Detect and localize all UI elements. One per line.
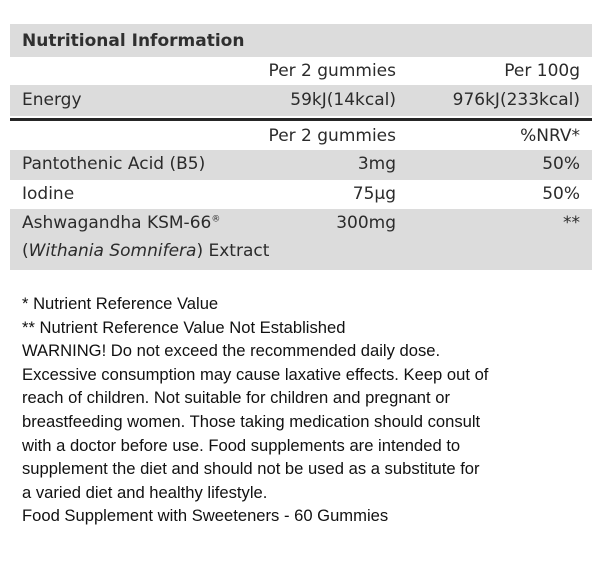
warning-line: breastfeeding women. Those taking medication should consult [22, 411, 481, 431]
nutrient-header-nrv: %NRV* [520, 126, 580, 146]
energy-row [10, 85, 592, 116]
energy-label: Energy [22, 90, 82, 110]
nutrient-name [22, 215, 220, 232]
registered-mark: ® [211, 214, 221, 225]
warning-line: WARNING! Do not exceed the recommended daily dose. [22, 341, 441, 361]
table-row [10, 209, 592, 270]
energy-header-per-100g: Per 100g [504, 61, 580, 81]
nutrient-nrv: 50% [542, 154, 580, 174]
nutrient-amount: 300mg [336, 213, 396, 233]
warning-line: with a doctor before use. Food supplements are intended to [22, 435, 461, 455]
warning-line: a varied diet and healthy lifestyle. [22, 482, 268, 502]
nutrient-header-per-serving: Per 2 gummies [268, 126, 396, 146]
nutrient-name-line2 [22, 243, 269, 260]
warning-line: Excessive consumption may cause laxative effects. Keep out of [22, 364, 489, 384]
nutrient-nrv: ** [563, 213, 580, 233]
nutrient-name-text: Ashwagandha KSM-66 [22, 213, 212, 233]
nutrition-table [10, 24, 592, 270]
warning-line: reach of children. Not suitable for children and pregnant or [22, 388, 451, 408]
nutrient-name: Iodine [22, 184, 75, 204]
nutrient-name-line2-open: ( [22, 241, 29, 261]
nutrient-header-row [10, 122, 592, 150]
energy-per-serving: 59kJ(14kcal) [290, 90, 396, 110]
table-row [10, 180, 592, 209]
product-description: Food Supplement with Sweeteners - 60 Gummies [22, 506, 389, 526]
nutrient-amount: 75µg [352, 184, 396, 204]
footnote-nrv: * Nutrient Reference Value [22, 294, 219, 313]
table-title-row [10, 24, 592, 57]
footnotes [22, 292, 588, 528]
nutrient-name: Pantothenic Acid (B5) [22, 154, 206, 174]
warning-line: supplement the diet and should not be used as a substitute for [22, 459, 480, 479]
energy-header-row [10, 57, 592, 85]
energy-header-per-serving: Per 2 gummies [268, 61, 396, 81]
table-row [10, 150, 592, 180]
footnote-nrv-not-established: ** Nutrient Reference Value Not Established [22, 317, 346, 337]
table-divider [10, 118, 592, 121]
nutrient-name-line2-close: ) Extract [196, 241, 270, 261]
botanical-name: Withania Somnifera [28, 241, 197, 261]
nutrient-nrv: 50% [542, 184, 580, 204]
energy-per-100g: 976kJ(233kcal) [452, 90, 580, 110]
nutrient-amount: 3mg [357, 154, 396, 174]
table-title: Nutritional Information [22, 31, 245, 51]
